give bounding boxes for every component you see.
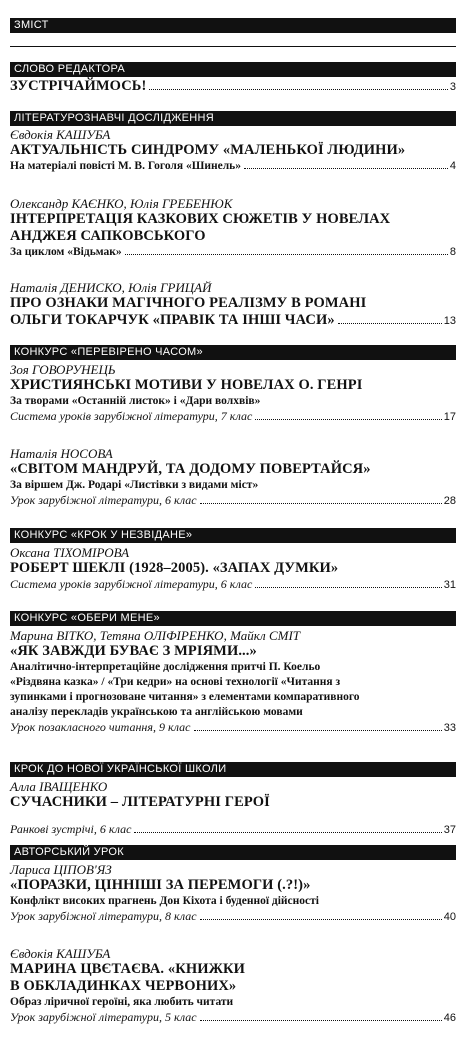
entry-title: «ПОРАЗКИ, ЦІННІШІ ЗА ПЕРЕМОГИ (.?!)» [10,877,311,893]
entry-note: Урок зарубіжної літератури, 6 клас [10,493,197,507]
entry-author: Марина ВІТКО, Тетяна ОЛІФІРЕНКО, Майкл СМІТ [10,628,301,643]
toc-entry[interactable] [10,628,456,735]
dot-leader [125,254,448,255]
page-number: 31 [443,579,456,591]
entry-note: Урок зарубіжної літератури, 8 клас [10,909,197,923]
entry-author: Євдокія КАШУБА [10,946,111,961]
entry-note: Урок зарубіжної літератури, 5 клас [10,1010,197,1024]
entry-title-line: ОЛЬГИ ТОКАРЧУК «ПРАВІК ТА ІНШІ ЧАСИ» [10,312,335,328]
page-number: 37 [443,824,456,836]
entry-author: Наталія НОСОВА [10,446,113,461]
toc-entry[interactable] [10,862,456,924]
entry-subtitle-line: Аналітично-інтерпретаційне дослідження притчі П. Коельо [10,661,321,673]
section-bar [10,62,456,77]
entry-subtitle: За творами «Останній листок» і «Дари волхвів» [10,395,261,407]
entry-subtitle: За віршем Дж. Родарі «Листівки з видами міст» [10,479,259,491]
dot-leader [149,89,447,90]
entry-author: Олександр КАЄНКО, Юлія ГРЕБЕНЮК [10,196,233,211]
dot-leader [134,832,441,833]
page-number: 33 [443,722,456,734]
section-label: СЛОВО РЕДАКТОРА [14,63,126,75]
section-label: КОНКУРС «ПЕРЕВІРЕНО ЧАСОМ» [14,346,203,358]
page-number: 3 [449,81,456,93]
toc-entry[interactable] [10,78,456,95]
section-label: КОНКУРС «ОБЕРИ МЕНЕ» [14,612,160,624]
entry-title: АКТУАЛЬНІСТЬ СИНДРОМУ «МАЛЕНЬКОЇ ЛЮДИНИ» [10,142,406,158]
page-number: 13 [443,315,456,327]
entry-subtitle: Конфлікт високих прагнень Дон Кіхота і буденної дійсності [10,895,319,907]
dot-leader [200,503,442,504]
toc-entry[interactable] [10,362,456,424]
entry-title-line: ІНТЕРПРЕТАЦІЯ КАЗКОВИХ СЮЖЕТІВ У НОВЕЛАХ [10,211,391,227]
section-bar [10,528,456,543]
entry-note: Ранкові зустрічі, 6 клас [10,822,132,836]
dot-leader [194,730,442,731]
entry-note: Система уроків зарубіжної літератури, 7 клас [10,409,253,423]
toc-entry[interactable] [10,127,456,174]
entry-author: Оксана ТІХОМІРОВА [10,545,130,560]
dot-leader [200,1020,442,1021]
divider [10,46,456,47]
page-number: 40 [443,911,456,923]
dot-leader [338,323,442,324]
entry-subtitle: На матеріалі повісті М. В. Гоголя «Шинель» [10,160,241,172]
entry-title: «СВІТОМ МАНДРУЙ, ТА ДОДОМУ ПОВЕРТАЙСЯ» [10,461,371,477]
entry-subtitle-line: аналізу перекладів українською та англійською мовами [10,706,303,718]
toc-entry[interactable] [10,946,456,1025]
page-number: 8 [449,246,456,258]
entry-author: Лариса ЦІПОВ'ЯЗ [10,862,112,877]
entry-title: ХРИСТИЯНСЬКІ МОТИВИ У НОВЕЛАХ О. ГЕНРІ [10,377,363,393]
section-label: АВТОРСЬКИЙ УРОК [14,846,124,858]
toc-entry[interactable] [10,196,456,260]
section-bar [10,845,456,860]
entry-subtitle: За циклом «Відьмак» [10,246,122,258]
toc-entry[interactable] [10,779,456,837]
dot-leader [255,587,441,588]
entry-note: Урок позакласного читання, 9 клас [10,720,191,734]
dot-leader [244,168,448,169]
entry-title-line: МАРИНА ЦВЄТАЄВА. «КНИЖКИ [10,961,246,977]
section-label: КОНКУРС «КРОК У НЕЗВІДАНЕ» [14,529,193,541]
page-number: 17 [443,411,456,423]
entry-subtitle-line: зупинками і прогнозоване читання» з елементами компаративного [10,691,360,703]
section-bar [10,762,456,777]
entry-subtitle: Образ ліричної героїні, яка любить читати [10,996,234,1008]
entry-title: СУЧАСНИКИ – ЛІТЕРАТУРНІ ГЕРОЇ [10,794,270,810]
entry-title: РОБЕРТ ШЕКЛІ (1928–2005). «ЗАПАХ ДУМКИ» [10,560,339,576]
toc-entry[interactable] [10,446,456,508]
entry-note: Система уроків зарубіжної літератури, 6 клас [10,577,253,591]
section-bar [10,345,456,360]
entry-title-line: ПРО ОЗНАКИ МАГІЧНОГО РЕАЛІЗМУ В РОМАНІ [10,295,367,311]
section-bar [10,611,456,626]
entry-author: Алла ІВАЩЕНКО [10,779,108,794]
entry-title: «ЯК ЗАВЖДИ БУВАЄ З МРІЯМИ...» [10,643,257,659]
entry-author: Наталія ДЕНИСКО, Юлія ГРИЦАЙ [10,280,212,295]
page-number: 4 [449,160,456,172]
section-label: КРОК ДО НОВОЇ УКРАЇНСЬКОЇ ШКОЛИ [14,763,227,775]
toc-entry[interactable] [10,280,456,329]
dot-leader [255,419,441,420]
entry-subtitle-line: «Різдвяна казка» / «Три кедри» на основі технології «Читання з [10,676,341,688]
section-label: ЛІТЕРАТУРОЗНАВЧІ ДОСЛІДЖЕННЯ [14,112,215,124]
entry-author: Зоя ГОВОРУНЕЦЬ [10,362,116,377]
contents-header-label: ЗМІСТ [14,19,49,31]
entry-title-line: В ОБКЛАДИНКАХ ЧЕРВОНИХ» [10,978,237,994]
section-bar [10,111,456,126]
toc-entry[interactable] [10,545,456,592]
entry-title: ЗУСТРІЧАЙМОСЬ! [10,78,147,94]
page-number: 46 [443,1012,456,1024]
entry-title-line: АНДЖЕЯ САПКОВСЬКОГО [10,228,206,244]
page-number: 28 [443,495,456,507]
dot-leader [200,919,442,920]
entry-author: Євдокія КАШУБА [10,127,111,142]
contents-header [10,18,456,33]
